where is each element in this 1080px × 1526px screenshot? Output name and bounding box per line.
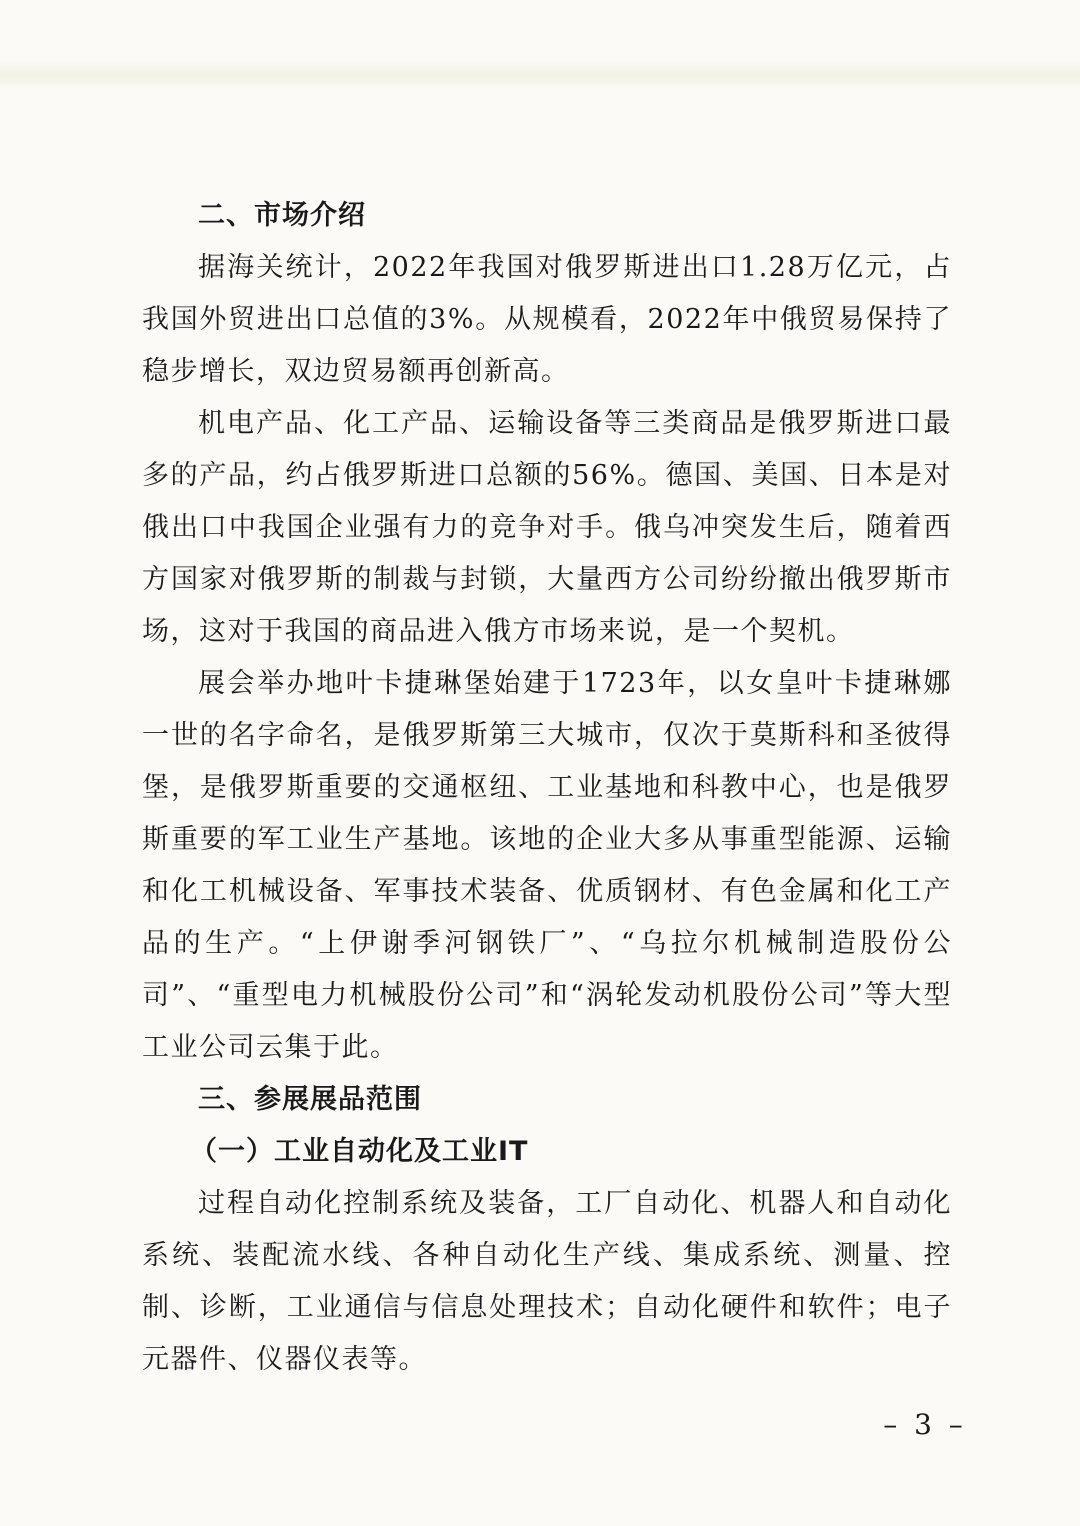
section-2-paragraph-1: 据海关统计，2022年我国对俄罗斯进出口1.28万亿元，占我国外贸进出口总值的3%。从规模看，2022年中俄贸易保持了稳步增长，双边贸易额再创新高。	[142, 252, 952, 387]
section-3-subheading-1: （一）工业自动化及工业IT	[190, 1136, 529, 1167]
section-3-heading: 三、参展展品范围	[198, 1084, 422, 1115]
scan-shading	[0, 60, 1080, 90]
section-3-paragraph-1: 过程自动化控制系统及装备，工厂自动化、机器人和自动化系统、装配流水线、各种自动化生产线、集成系统、测量、控制、诊断，工业通信与信息处理技术；自动化硬件和软件；电子元器件、仪器仪表等。	[142, 1188, 952, 1375]
page-number: – 3 –	[883, 1408, 967, 1441]
section-2-paragraph-2: 机电产品、化工产品、运输设备等三类商品是俄罗斯进口最多的产品，约占俄罗斯进口总额的56%。德国、美国、日本是对俄出口中我国企业强有力的竞争对手。俄乌冲突发生后，随着西方国家对俄罗斯的制裁与封锁，大量西方公司纷纷撤出俄罗斯市场，这对于我国的商品进入俄方市场来说，是一个契机。	[142, 408, 952, 647]
section-2-heading: 二、市场介绍	[198, 200, 366, 231]
document-body	[142, 190, 952, 1386]
section-2-paragraph-3: 展会举办地叶卡捷琳堡始建于1723年，以女皇叶卡捷琳娜一世的名字命名，是俄罗斯第三大城市，仅次于莫斯科和圣彼得堡，是俄罗斯重要的交通枢纽、工业基地和科教中心，也是俄罗斯重要的军工业生产基地。该地的企业大多从事重型能源、运输和化工机械设备、军事技术装备、优质钢材、有色金属和化工产品的生产。“上伊谢季河钢铁厂”、“乌拉尔机械制造股份公司”、“重型电力机械股份公司”和“涡轮发动机股份公司”等大型工业公司云集于此。	[142, 668, 952, 1063]
